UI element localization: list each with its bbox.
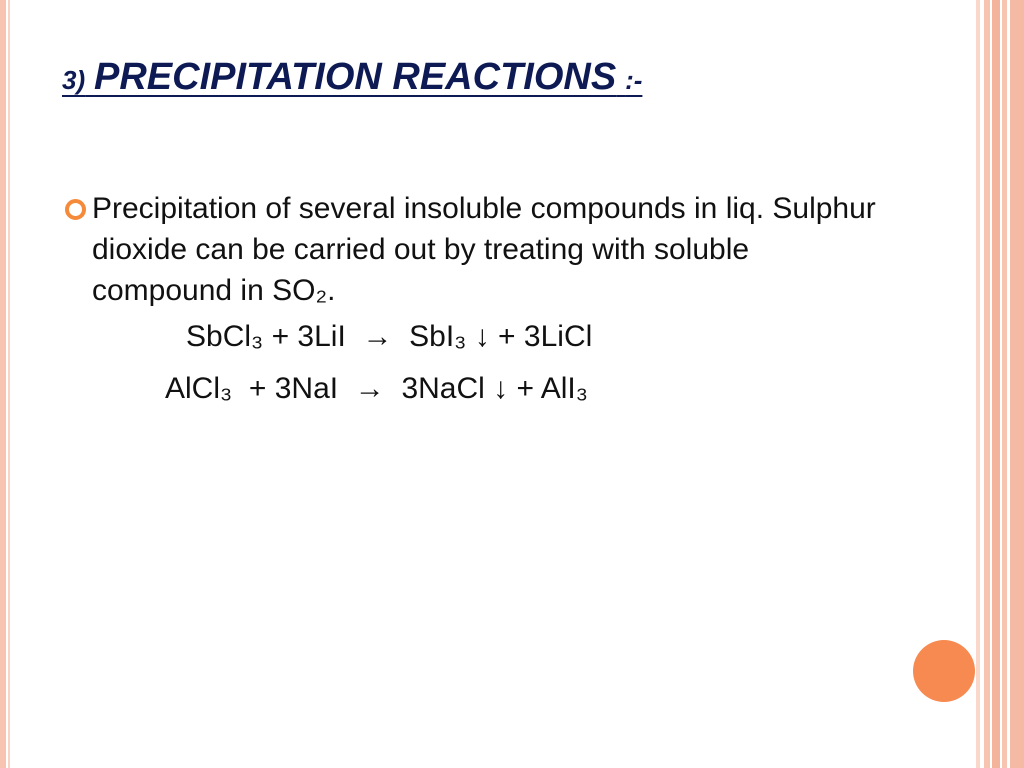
right-border-stripe-2 [984, 0, 990, 768]
right-border-stripe-4 [1002, 0, 1007, 768]
right-border-stripe-1 [976, 0, 980, 768]
bullet-text: Precipitation of several insoluble compounds in liq. Sulphur dioxide can be carried out by treating with soluble compound in SO₂. [92, 192, 876, 307]
title-number: 3) [62, 65, 86, 95]
title-suffix: :- [625, 65, 643, 95]
slide-title [62, 56, 642, 99]
title-main: PRECIPITATION REACTIONS [94, 56, 617, 98]
equation-sbcl3: SbCl₃ + 3LiI → SbI₃ ↓ + 3LiCl [186, 320, 593, 353]
decorative-circle [913, 640, 975, 702]
ring-bullet-icon [65, 199, 86, 220]
left-border-stripe-thin [8, 0, 10, 768]
right-border-stripe-3 [992, 0, 1000, 768]
left-border-stripe [0, 0, 6, 768]
equation-alcl3: AlCl₃ + 3NaI → 3NaCl ↓ + AlI₃ [165, 372, 588, 405]
right-border-stripe-5 [1010, 0, 1024, 768]
